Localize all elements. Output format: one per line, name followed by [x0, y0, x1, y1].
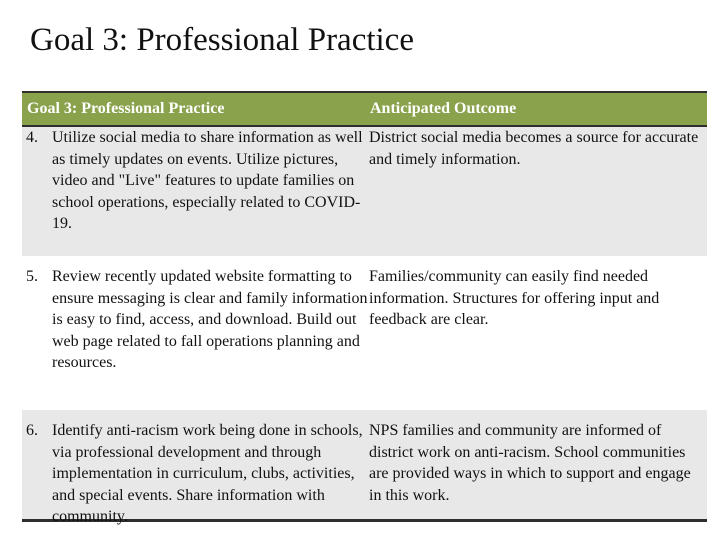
outcome-text: Families/community can easily find needed information. Structures for offering input and feedback are clear.: [369, 268, 660, 329]
practice-text: Review recently updated website formatting to ensure messaging is clear and family information is easy to find, access, and download. Build out web page related to fall operations planning and resources.: [52, 268, 368, 372]
row-number: 4.: [26, 129, 38, 146]
row-number: 6.: [26, 422, 38, 439]
table-row: [22, 410, 707, 526]
practice-cell: [22, 420, 369, 526]
page-title: Goal 3: Professional Practice: [30, 22, 414, 58]
table-row: [22, 256, 707, 410]
row-number: 5.: [26, 268, 38, 285]
outcome-text: NPS families and community are informed of district work on anti-racism. School communities are provided ways in which to support and engage in this work.: [369, 422, 691, 504]
header-outcome: Anticipated Outcome: [370, 100, 517, 117]
practice-cell: [22, 127, 369, 256]
practice-text: Utilize social media to share information as well as timely updates on events. Utilize pictures, video and "Live" features to update families on school operations, especially related to COVID-19.: [52, 129, 363, 233]
goal-table: [22, 91, 707, 526]
table-header-row: [22, 91, 707, 127]
practice-text: Identify anti-racism work being done in schools, via professional development and through implementation in curriculum, clubs, activities, and special events. Share information with community.: [52, 422, 363, 526]
practice-cell: [22, 266, 369, 410]
outcome-text: District social media becomes a source for accurate and timely information.: [369, 129, 699, 168]
table-row: [22, 127, 707, 256]
header-goal: Goal 3: Professional Practice: [27, 100, 225, 117]
